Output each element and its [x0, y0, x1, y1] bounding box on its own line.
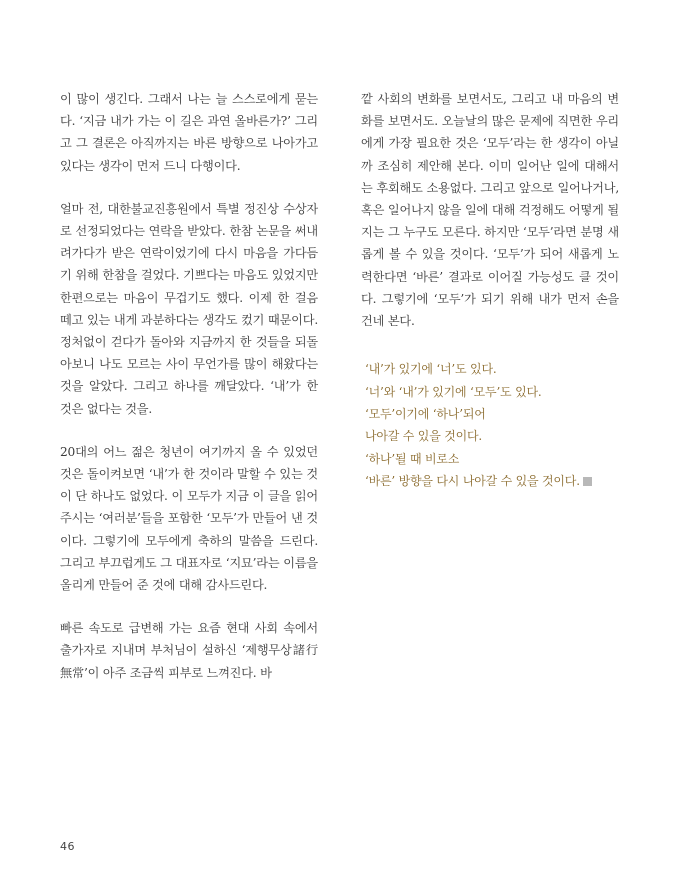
poem-line-text: ‘바른’ 방향을 다시 나아갈 수 있을 것이다. — [365, 474, 580, 489]
page-number: 46 — [60, 840, 75, 853]
left-column — [60, 88, 318, 705]
paragraph: 이 많이 생긴다. 그래서 나는 늘 스스로에게 묻는다. ‘지금 내가 가는 이 길은 과연 올바른가?’ 그리고 그 결론은 아직까지는 바른 방향으로 나아가고 있다는 생각이 먼저 드니 다행이다. — [60, 92, 318, 173]
end-mark-icon — [583, 477, 592, 486]
paragraph: 얼마 전, 대한불교진흥원에서 특별 정진상 수상자로 선정되었다는 연락을 받았다. 한참 논문을 써내려가다가 받은 연락이었기에 다시 마음을 가다듬기 위해 한참을 걸었다. 기쁘다는 마음도 있었지만 한편으로는 마음이 무겁기도 했다. 이제 한 걸음 떼고 있는 내게 과분하다는 생각도 컸기 때문이다. 정처없이 걷다가 돌아와 지금까지 한 것들을 되돌아보니 나도 모르는 사이 무언가를 많이 해왔다는 것을 알았다. 그리고 하나를 깨달았다. ‘내’가 한 것은 없다는 것을. — [60, 201, 318, 416]
paragraph: 20대의 어느 젊은 청년이 여기까지 올 수 있었던 것은 돌이켜보면 ‘내’가 한 것이라 말할 수 있는 것이 단 하나도 없었다. 이 모두가 지금 이 글을 읽어 주시는 ‘여러분’들을 포함한 ‘모두’가 만들어 낸 것이다. 그렇기에 모두에게 축하의 말씀을 드린다. 그리고 부끄럽게도 그 대표자로 ‘지묘’라는 이름을 올리게 만들어 준 것에 대해 감사드린다. — [60, 444, 318, 593]
poem-line: 나아갈 수 있을 것이다. — [365, 429, 482, 444]
paragraph: 빠른 속도로 급변해 가는 요즘 현대 사회 속에서 출가자로 지내며 부처님이 설하신 ‘제행무상諸行無常’이 아주 조금씩 피부로 느껴진다. 바 — [60, 621, 318, 680]
paragraph: 깥 사회의 변화를 보면서도, 그리고 내 마음의 변화를 보면서도. 오늘날의 많은 문제에 직면한 우리에게 가장 필요한 것은 ‘모두’라는 한 생각이 아닐까 조심히 제안해 본다. 이미 일어난 일에 대해서는 후회해도 소용없다. 그리고 앞으로 일어나거나, 혹은 일어나지 않을 일에 대해 걱정해도 어떻게 될지는 그 누구도 모른다. 하지만 ‘모두’라면 분명 새롭게 볼 수 있을 것이다. ‘모두’가 되어 새롭게 노력한다면 ‘바른’ 결과로 이어질 가능성도 클 것이다. 그렇기에 ‘모두’가 되기 위해 내가 먼저 손을 건네 본다. — [361, 92, 619, 329]
poem-block — [361, 358, 619, 492]
poem-line-last — [365, 470, 619, 492]
poem-line: ‘내’가 있기에 ‘너’도 있다. — [365, 362, 497, 377]
poem-line: ‘하나’될 때 비로소 — [365, 451, 460, 466]
poem-line: ‘너’와 ‘내’가 있기에 ‘모두’도 있다. — [365, 384, 542, 399]
poem-line: ‘모두’이기에 ‘하나’되어 — [365, 407, 486, 422]
right-column — [361, 88, 619, 493]
